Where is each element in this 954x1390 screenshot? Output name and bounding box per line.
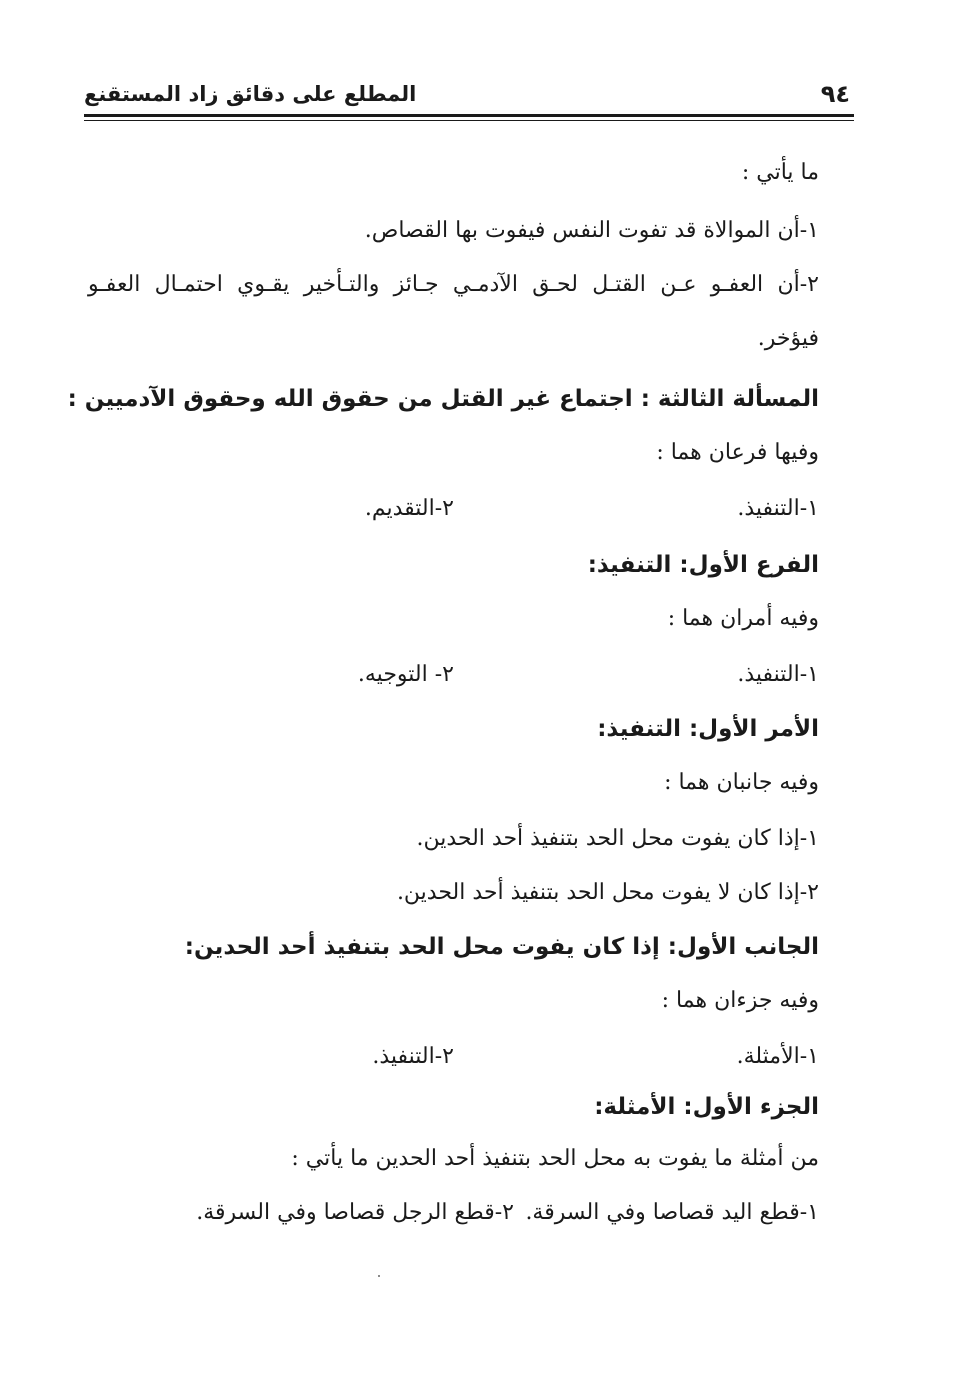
list-item: ٢-التنفيذ. xyxy=(372,1044,454,1069)
list-item: ٢-التقديم. xyxy=(364,496,454,521)
scan-speck xyxy=(378,1275,380,1277)
subsection-heading: الجزء الأول: الأمثلة: xyxy=(594,1094,819,1120)
list-item: ٢-أن العفـو عـن القتـل لحـق الآدمـي جـائز والتـأخير يقـوي احتمـال العفـو xyxy=(88,272,819,297)
list-item: ١-الأمثلة. xyxy=(736,1044,819,1069)
page-number: ٩٤ xyxy=(820,80,850,108)
text-line: وفيه جانبان هما : xyxy=(664,770,819,795)
subsection-heading: الفرع الأول: التنفيذ: xyxy=(587,552,819,578)
list-item: ٢-إذا كان لا يفوت محل الحد بتنفيذ أحد الحدين. xyxy=(396,880,819,905)
book-title: المطلع على دقائق زاد المستقنع xyxy=(84,82,417,106)
section-heading: المسألة الثالثة : اجتماع غير القتل من حقوق الله وحقوق الآدميين : xyxy=(67,386,819,412)
subsection-heading: الجانب الأول: إذا كان يفوت محل الحد بتنفيذ أحد الحدين: xyxy=(184,934,819,960)
header-rule-thick xyxy=(84,114,854,117)
header-rule-thin xyxy=(84,120,854,121)
list-item: ١-قطع اليد قصاصا وفي السرقة. xyxy=(525,1200,819,1225)
text-line: وفيها فرعان هما : xyxy=(656,440,819,465)
list-item: ١-إذا كان يفوت محل الحد بتنفيذ أحد الحدين. xyxy=(416,826,819,851)
list-item: ١-التنفيذ. xyxy=(737,496,819,521)
list-item: ٢-قطع الرجل قصاصا وفي السرقة. xyxy=(196,1200,514,1225)
list-item: ١-أن الموالاة قد تفوت النفس فيفوت بها القصاص. xyxy=(364,218,819,243)
text-line: وفيه أمران هما : xyxy=(667,606,819,631)
text-line: ما يأتي : xyxy=(741,160,819,185)
list-item: ٢- التوجيه. xyxy=(357,662,454,687)
text-line: فيؤخر. xyxy=(757,326,819,351)
list-item: ١-التنفيذ. xyxy=(737,662,819,687)
subsection-heading: الأمر الأول: التنفيذ: xyxy=(597,716,819,742)
text-line: من أمثلة ما يفوت به محل الحد بتنفيذ أحد الحدين ما يأتي : xyxy=(291,1146,819,1171)
page-header xyxy=(84,78,854,124)
text-line: وفيه جزءان هما : xyxy=(661,988,819,1013)
